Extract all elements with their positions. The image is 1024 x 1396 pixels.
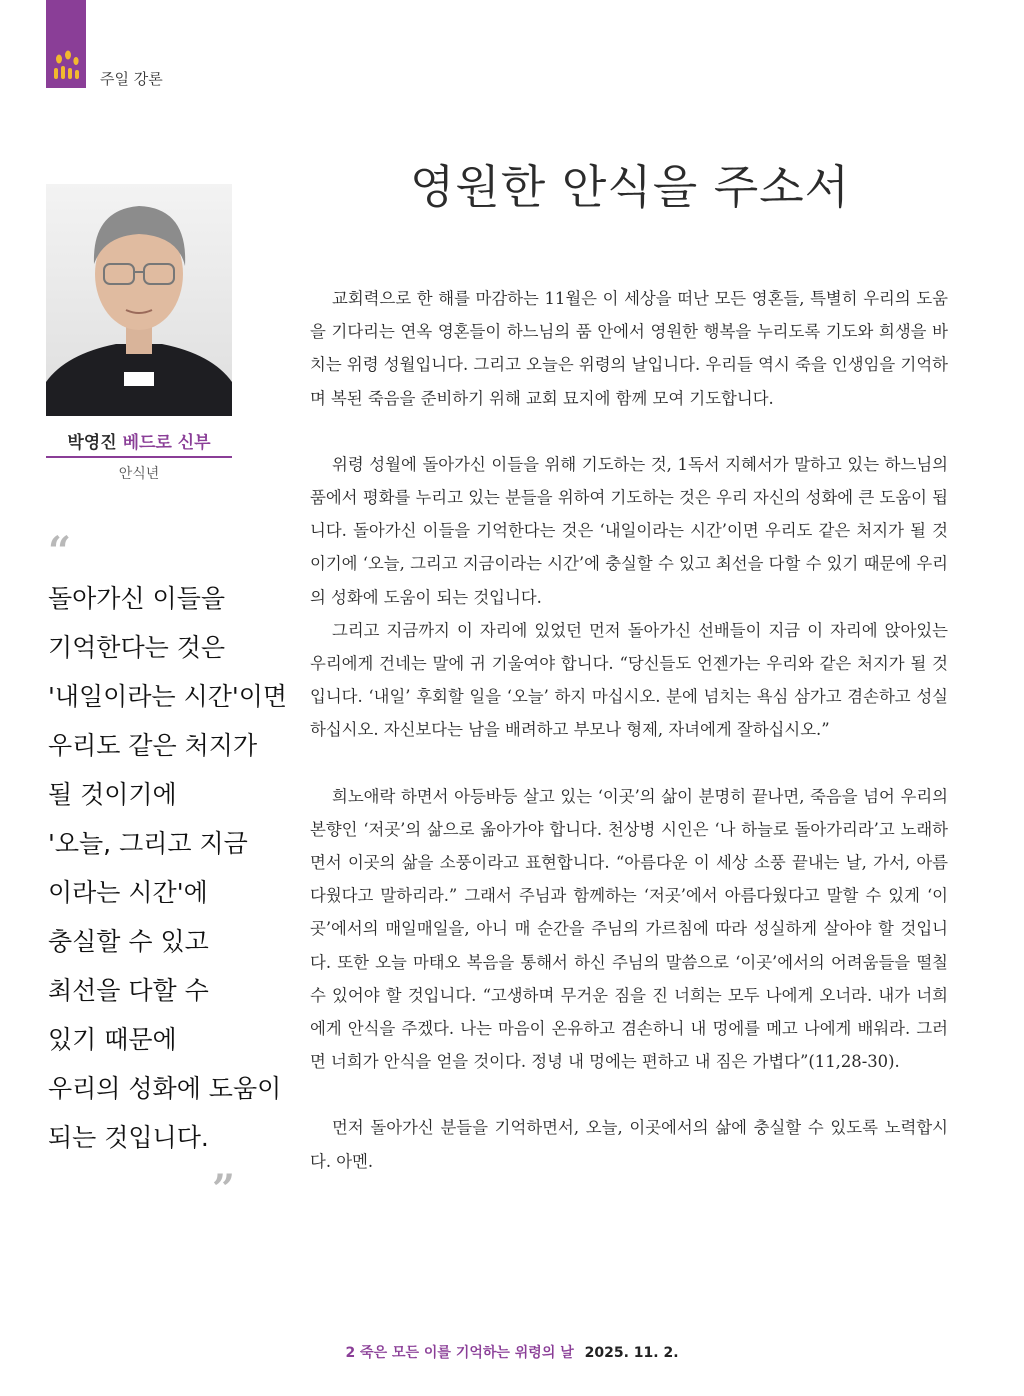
author-name — [46, 428, 232, 453]
pull-quote-line: 우리의 성화에 도움이 — [48, 1074, 282, 1103]
quote-close-mark: ” — [212, 1166, 236, 1213]
pull-quote-line: 충실할 수 있고 — [48, 927, 209, 956]
author-name-text: 박영진 — [67, 433, 117, 453]
footer-date: 2025. 11. 2. — [584, 1345, 679, 1361]
body-paragraph: 위령 성월에 돌아가신 이들을 위해 기도하는 것, 1독서 지혜서가 말하고 있는 하느님의 품에서 평화를 누리고 있는 분들을 위하여 기도하는 것은 우리 자신의 성화에 큰 도움이 됩니다. 돌아가신 이들을 기억한다는 것은 ‘내일이라는 시간’이면 우리도 같은 처지가 될 것이기에 ‘오늘, 그리고 지금이라는 시간’에 충실할 수 있고 최선을 다할 수 있기 때문에 우리의 성화에 도움이 되는 것입니다. — [310, 454, 948, 607]
body-paragraph: 그리고 지금까지 이 자리에 있었던 먼저 돌아가신 선배들이 지금 이 자리에 앉아있는 우리에게 건네는 말에 귀 기울여야 합니다. “당신들도 언젠가는 우리와 같은 처지가 될 것입니다. ‘내일’ 후회할 일을 ‘오늘’ 하지 마십시오. 분에 넘치는 욕심 삼가고 겸손하고 성실하십시오. 자신보다는 남을 배려하고 부모나 형제, 자녀에게 잘하십시오.” — [310, 620, 948, 740]
pull-quote — [48, 574, 288, 1162]
pull-quote-line: 기억한다는 것은 — [48, 633, 225, 662]
body-paragraph: 교회력으로 한 해를 마감하는 11월은 이 세상을 떠난 모든 영혼들, 특별히 우리의 도움을 기다리는 연옥 영혼들이 하느님의 품 안에서 영원한 행복을 누리도록 기도와 희생을 바치는 위령 성월입니다. 그리고 오늘은 위령의 날입니다. 우리들 역시 죽을 인생임을 기억하며 복된 죽음을 준비하기 위해 교회 묘지에 함께 모여 기도합니다. — [310, 289, 948, 408]
pull-quote-line: '내일이라는 시간'이면 — [48, 682, 288, 711]
quote-open-mark: “ — [48, 528, 72, 575]
pull-quote-line: 되는 것입니다. — [48, 1123, 209, 1152]
body-paragraph: 먼저 돌아가신 분들을 기억하면서, 오늘, 이곳에서의 삶에 충실할 수 있도록 노력합시다. 아멘. — [310, 1118, 948, 1171]
body-paragraph: 희노애락 하면서 아등바등 살고 있는 ‘이곳’의 삶이 분명히 끝나면, 죽음을 넘어 우리의 본향인 ‘저곳’의 삶으로 옮아가야 합니다. 천상병 시인은 ‘나 하늘로 돌아가리라’고 노래하면서 이곳의 삶을 소풍이라고 표현합니다. “아름다운 이 세상 소풍 끝내는 날, 가서, 아름다웠다고 말하리라.” 그래서 주님과 함께하는 ‘저곳’에서 아름다웠다고 말할 수 있게 ‘이곳’에서의 매일매일을, 아니 매 순간을 주님의 가르침에 따라 성실하게 살아야 할 것입니다. 또한 오늘 마태오 복음을 통해서 하신 주님의 말씀으로 ‘이곳’에서의 어려움들을 떨칠 수 있어야 할 것입니다. “고생하며 무거운 짐을 진 너희는 모두 나에게 오너라. 내가 너희에게 안식을 주겠다. 나는 마음이 온유하고 겸손하니 내 멍에를 메고 나에게 배워라. 그러면 너희가 안식을 얻을 것이다. 정녕 내 멍에는 편하고 내 짐은 가볍다”(11,28-30). — [310, 786, 948, 1072]
candles-icon — [50, 50, 82, 84]
pull-quote-line: 있기 때문에 — [48, 1025, 177, 1054]
section-label: 주일 강론 — [100, 70, 163, 88]
author-photo — [46, 184, 232, 416]
pull-quote-line: 이라는 시간'에 — [48, 878, 208, 907]
article-title: 영원한 안식을 주소서 — [409, 159, 851, 214]
article-body — [310, 282, 948, 1178]
author-divider — [46, 456, 232, 458]
author-organization: 안식년 — [118, 466, 160, 482]
pull-quote-line: 우리도 같은 처지가 — [48, 731, 258, 760]
pull-quote-line: 될 것이기에 — [48, 780, 177, 809]
footer-issue: 2 죽은 모든 이를 기억하는 위령의 날 — [345, 1345, 574, 1361]
pull-quote-line: 돌아가신 이들을 — [48, 584, 225, 613]
author-role: 베드로 신부 — [122, 433, 211, 453]
pull-quote-line: '오늘, 그리고 지금 — [48, 829, 248, 858]
page-footer — [0, 1342, 1024, 1362]
pull-quote-line: 최선을 다할 수 — [48, 976, 209, 1005]
section-tag-block — [46, 0, 86, 88]
